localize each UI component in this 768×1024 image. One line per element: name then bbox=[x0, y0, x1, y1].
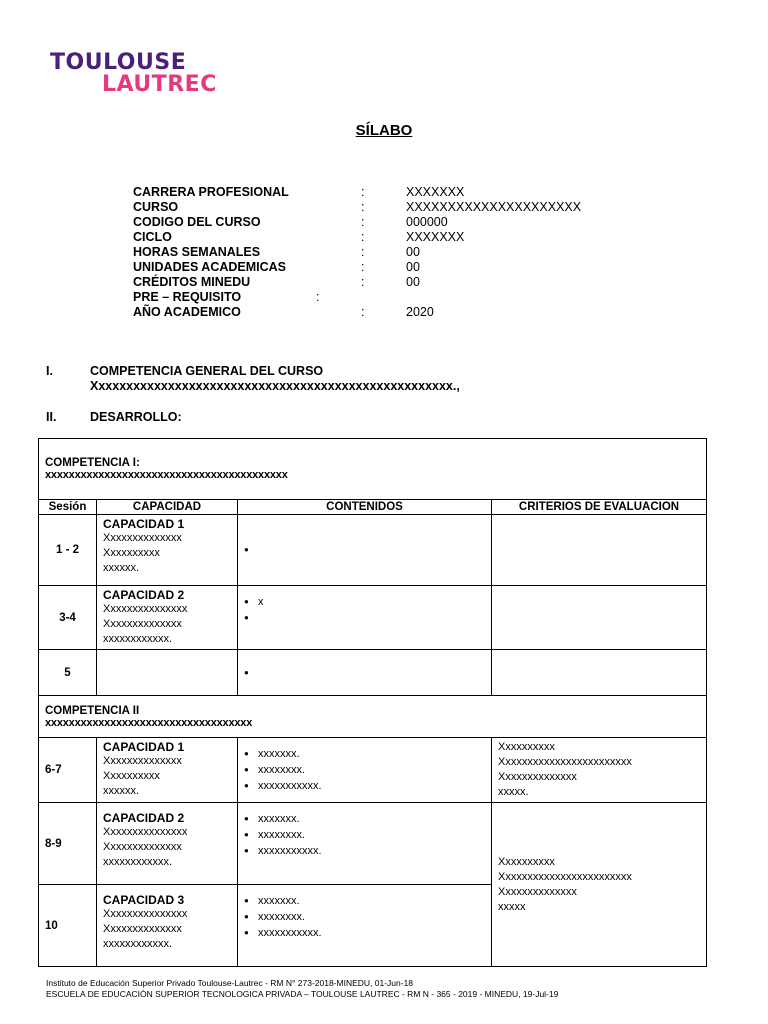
capacity-line: Xxxxxxxxxxxxxxx bbox=[103, 603, 188, 615]
capacity-line: xxxxxx. bbox=[103, 785, 140, 797]
competence-row bbox=[39, 439, 707, 500]
info-separator: : bbox=[361, 230, 365, 244]
logo-line-1: TOULOUSE bbox=[50, 50, 187, 75]
info-separator: : bbox=[361, 305, 365, 319]
info-value: 00 bbox=[406, 260, 420, 274]
info-label: CODIGO DEL CURSO bbox=[133, 215, 261, 229]
table-row bbox=[39, 738, 707, 803]
session-cell: 8-9 bbox=[39, 803, 97, 885]
info-label: AÑO ACADEMICO bbox=[133, 305, 241, 319]
content-item: ● xxxxxxxxxxx. bbox=[244, 843, 485, 859]
capacity-line: Xxxxxxxxxxxxxx bbox=[103, 618, 182, 630]
footer-line-1: Instituto de Educación Superior Privado Toulouse-Lautrec - RM N° 273-2018-MINEDU, 01-Jun-18 bbox=[46, 978, 414, 988]
table-row bbox=[39, 650, 707, 696]
info-separator: : bbox=[361, 260, 365, 274]
session-cell: 10 bbox=[39, 885, 97, 967]
criteria-line: Xxxxxxxxxxxxxx bbox=[498, 771, 577, 783]
competence-text: xxxxxxxxxxxxxxxxxxxxxxxxxxxxxxxxxxx bbox=[45, 716, 253, 729]
info-value: XXXXXXXXXXXXXXXXXXXXX bbox=[406, 200, 582, 214]
capacity-line: Xxxxxxxxxx bbox=[103, 770, 160, 782]
capacity-title: CAPACIDAD 1 bbox=[103, 517, 185, 531]
criteria-line: Xxxxxxxxxxxxxxxxxxxxxxxx bbox=[498, 870, 632, 883]
capacity-cell bbox=[97, 650, 238, 696]
competence-cell bbox=[39, 439, 707, 500]
info-value: XXXXXXX bbox=[406, 185, 465, 199]
info-separator: : bbox=[361, 215, 365, 229]
capacity-line: Xxxxxxxxxxxxxxx bbox=[103, 908, 188, 920]
capacity-line: Xxxxxxxxxxxxxxx bbox=[103, 826, 188, 838]
capacity-line: xxxxxxxxxxxx. bbox=[103, 633, 173, 645]
capacity-cell bbox=[97, 803, 238, 885]
page-title: SÍLABO bbox=[355, 122, 413, 139]
content-item: ● xxxxxxxx. bbox=[244, 827, 485, 843]
capacity-title: CAPACIDAD 1 bbox=[103, 740, 185, 754]
content-item bbox=[244, 610, 485, 626]
info-value: 000000 bbox=[406, 215, 448, 229]
info-separator: : bbox=[316, 290, 320, 304]
section-title: COMPETENCIA GENERAL DEL CURSO bbox=[90, 364, 324, 378]
info-label: UNIDADES ACADEMICAS bbox=[133, 260, 287, 274]
info-label: HORAS SEMANALES bbox=[133, 245, 261, 259]
section-text: Xxxxxxxxxxxxxxxxxxxxxxxxxxxxxxxxxxxxxxxxxxxxxxxxxxxx., bbox=[90, 379, 460, 393]
info-value: 00 bbox=[406, 275, 420, 289]
criteria-line: xxxxx. bbox=[498, 786, 529, 798]
contents-cell bbox=[238, 650, 492, 696]
criteria-cell bbox=[492, 586, 707, 650]
competence-row bbox=[39, 696, 707, 738]
criteria-line: xxxxx bbox=[498, 900, 526, 913]
logo bbox=[50, 52, 217, 96]
content-item: ● xxxxxxx. bbox=[244, 893, 485, 909]
capacity-title: CAPACIDAD 3 bbox=[103, 893, 185, 907]
content-item: ● xxxxxxx. bbox=[244, 746, 485, 762]
content-item bbox=[244, 665, 485, 681]
criteria-cell bbox=[492, 738, 707, 803]
logo-line-2: LAUTREC bbox=[102, 72, 217, 97]
session-cell: 1 - 2 bbox=[39, 515, 97, 586]
syllabus-table bbox=[38, 438, 707, 967]
section-number: II. bbox=[46, 410, 57, 424]
capacity-line: xxxxxx. bbox=[103, 562, 140, 574]
header-session: Sesión bbox=[39, 500, 97, 515]
info-separator: : bbox=[361, 200, 365, 214]
capacity-line: xxxxxxxxxxxx. bbox=[103, 856, 173, 868]
info-separator: : bbox=[361, 275, 365, 289]
info-label: PRE – REQUISITO bbox=[133, 290, 242, 304]
capacity-cell bbox=[97, 586, 238, 650]
content-item bbox=[244, 542, 485, 558]
content-item: ● xxxxxxxxxxx. bbox=[244, 925, 485, 941]
table-header bbox=[39, 500, 707, 515]
section-number: I. bbox=[46, 364, 53, 378]
criteria-cell bbox=[492, 515, 707, 586]
capacity-line: Xxxxxxxxxxxxxx bbox=[103, 923, 182, 935]
info-label: CURSO bbox=[133, 200, 179, 214]
capacity-line: Xxxxxxxxxxxxxx bbox=[103, 755, 182, 767]
section-1 bbox=[46, 364, 726, 398]
capacity-cell bbox=[97, 885, 238, 967]
criteria-cell bbox=[492, 650, 707, 696]
footer bbox=[46, 978, 558, 1000]
table-row bbox=[39, 515, 707, 586]
info-separator: : bbox=[361, 245, 365, 259]
competence-cell bbox=[39, 696, 707, 738]
info-value: 2020 bbox=[406, 305, 434, 319]
criteria-line: Xxxxxxxxxxxxxx bbox=[498, 885, 577, 898]
info-label: CARRERA PROFESIONAL bbox=[133, 185, 289, 199]
table-row bbox=[39, 803, 707, 885]
competence-text: xxxxxxxxxxxxxxxxxxxxxxxxxxxxxxxxxxxxxxxxx bbox=[45, 469, 288, 481]
info-value: 00 bbox=[406, 245, 420, 259]
capacity-cell bbox=[97, 515, 238, 586]
contents-cell bbox=[238, 586, 492, 650]
info-label: CICLO bbox=[133, 230, 172, 244]
session-cell: 6-7 bbox=[39, 738, 97, 803]
criteria-line: Xxxxxxxxxx bbox=[498, 741, 555, 753]
header-contents: CONTENIDOS bbox=[238, 500, 492, 515]
criteria-cell bbox=[492, 803, 707, 967]
table-row bbox=[39, 586, 707, 650]
header-capacity: CAPACIDAD bbox=[97, 500, 238, 515]
capacity-line: Xxxxxxxxxxxxxx bbox=[103, 841, 182, 853]
competence-title: COMPETENCIA I: bbox=[45, 457, 140, 469]
contents-cell bbox=[238, 803, 492, 885]
info-separator: : bbox=[361, 185, 365, 199]
content-item: ● x bbox=[244, 594, 485, 610]
info-value: XXXXXXX bbox=[406, 230, 465, 244]
criteria-line: Xxxxxxxxxx bbox=[498, 855, 555, 868]
section-2 bbox=[46, 410, 346, 426]
header-criteria: CRITERIOS DE EVALUACION bbox=[492, 500, 707, 515]
contents-cell bbox=[238, 738, 492, 803]
session-cell: 5 bbox=[39, 650, 97, 696]
section-title: DESARROLLO: bbox=[90, 410, 182, 424]
info-label: CRÉDITOS MINEDU bbox=[133, 275, 251, 289]
capacity-cell bbox=[97, 738, 238, 803]
competence-title: COMPETENCIA II bbox=[45, 704, 140, 717]
content-item: ● xxxxxxxxxxx. bbox=[244, 778, 485, 794]
content-item: ● xxxxxxxx. bbox=[244, 762, 485, 778]
content-item: ● xxxxxxx. bbox=[244, 811, 485, 827]
footer-line-2: ESCUELA DE EDUCACIÓN SUPERIOR TECNOLOGICA PRIVADA – TOULOUSE LAUTREC - RM N - 365 - 2019 - MINEDU, 19-Jul-19 bbox=[46, 989, 559, 999]
session-cell: 3-4 bbox=[39, 586, 97, 650]
contents-cell bbox=[238, 885, 492, 967]
capacity-title: CAPACIDAD 2 bbox=[103, 588, 185, 602]
capacity-line: Xxxxxxxxxxxxxx bbox=[103, 532, 182, 544]
contents-cell bbox=[238, 515, 492, 586]
capacity-title: CAPACIDAD 2 bbox=[103, 811, 185, 825]
criteria-line: Xxxxxxxxxxxxxxxxxxxxxxxx bbox=[498, 756, 632, 768]
content-item: ● xxxxxxxx. bbox=[244, 909, 485, 925]
capacity-line: xxxxxxxxxxxx. bbox=[103, 938, 173, 950]
capacity-line: Xxxxxxxxxx bbox=[103, 547, 160, 559]
